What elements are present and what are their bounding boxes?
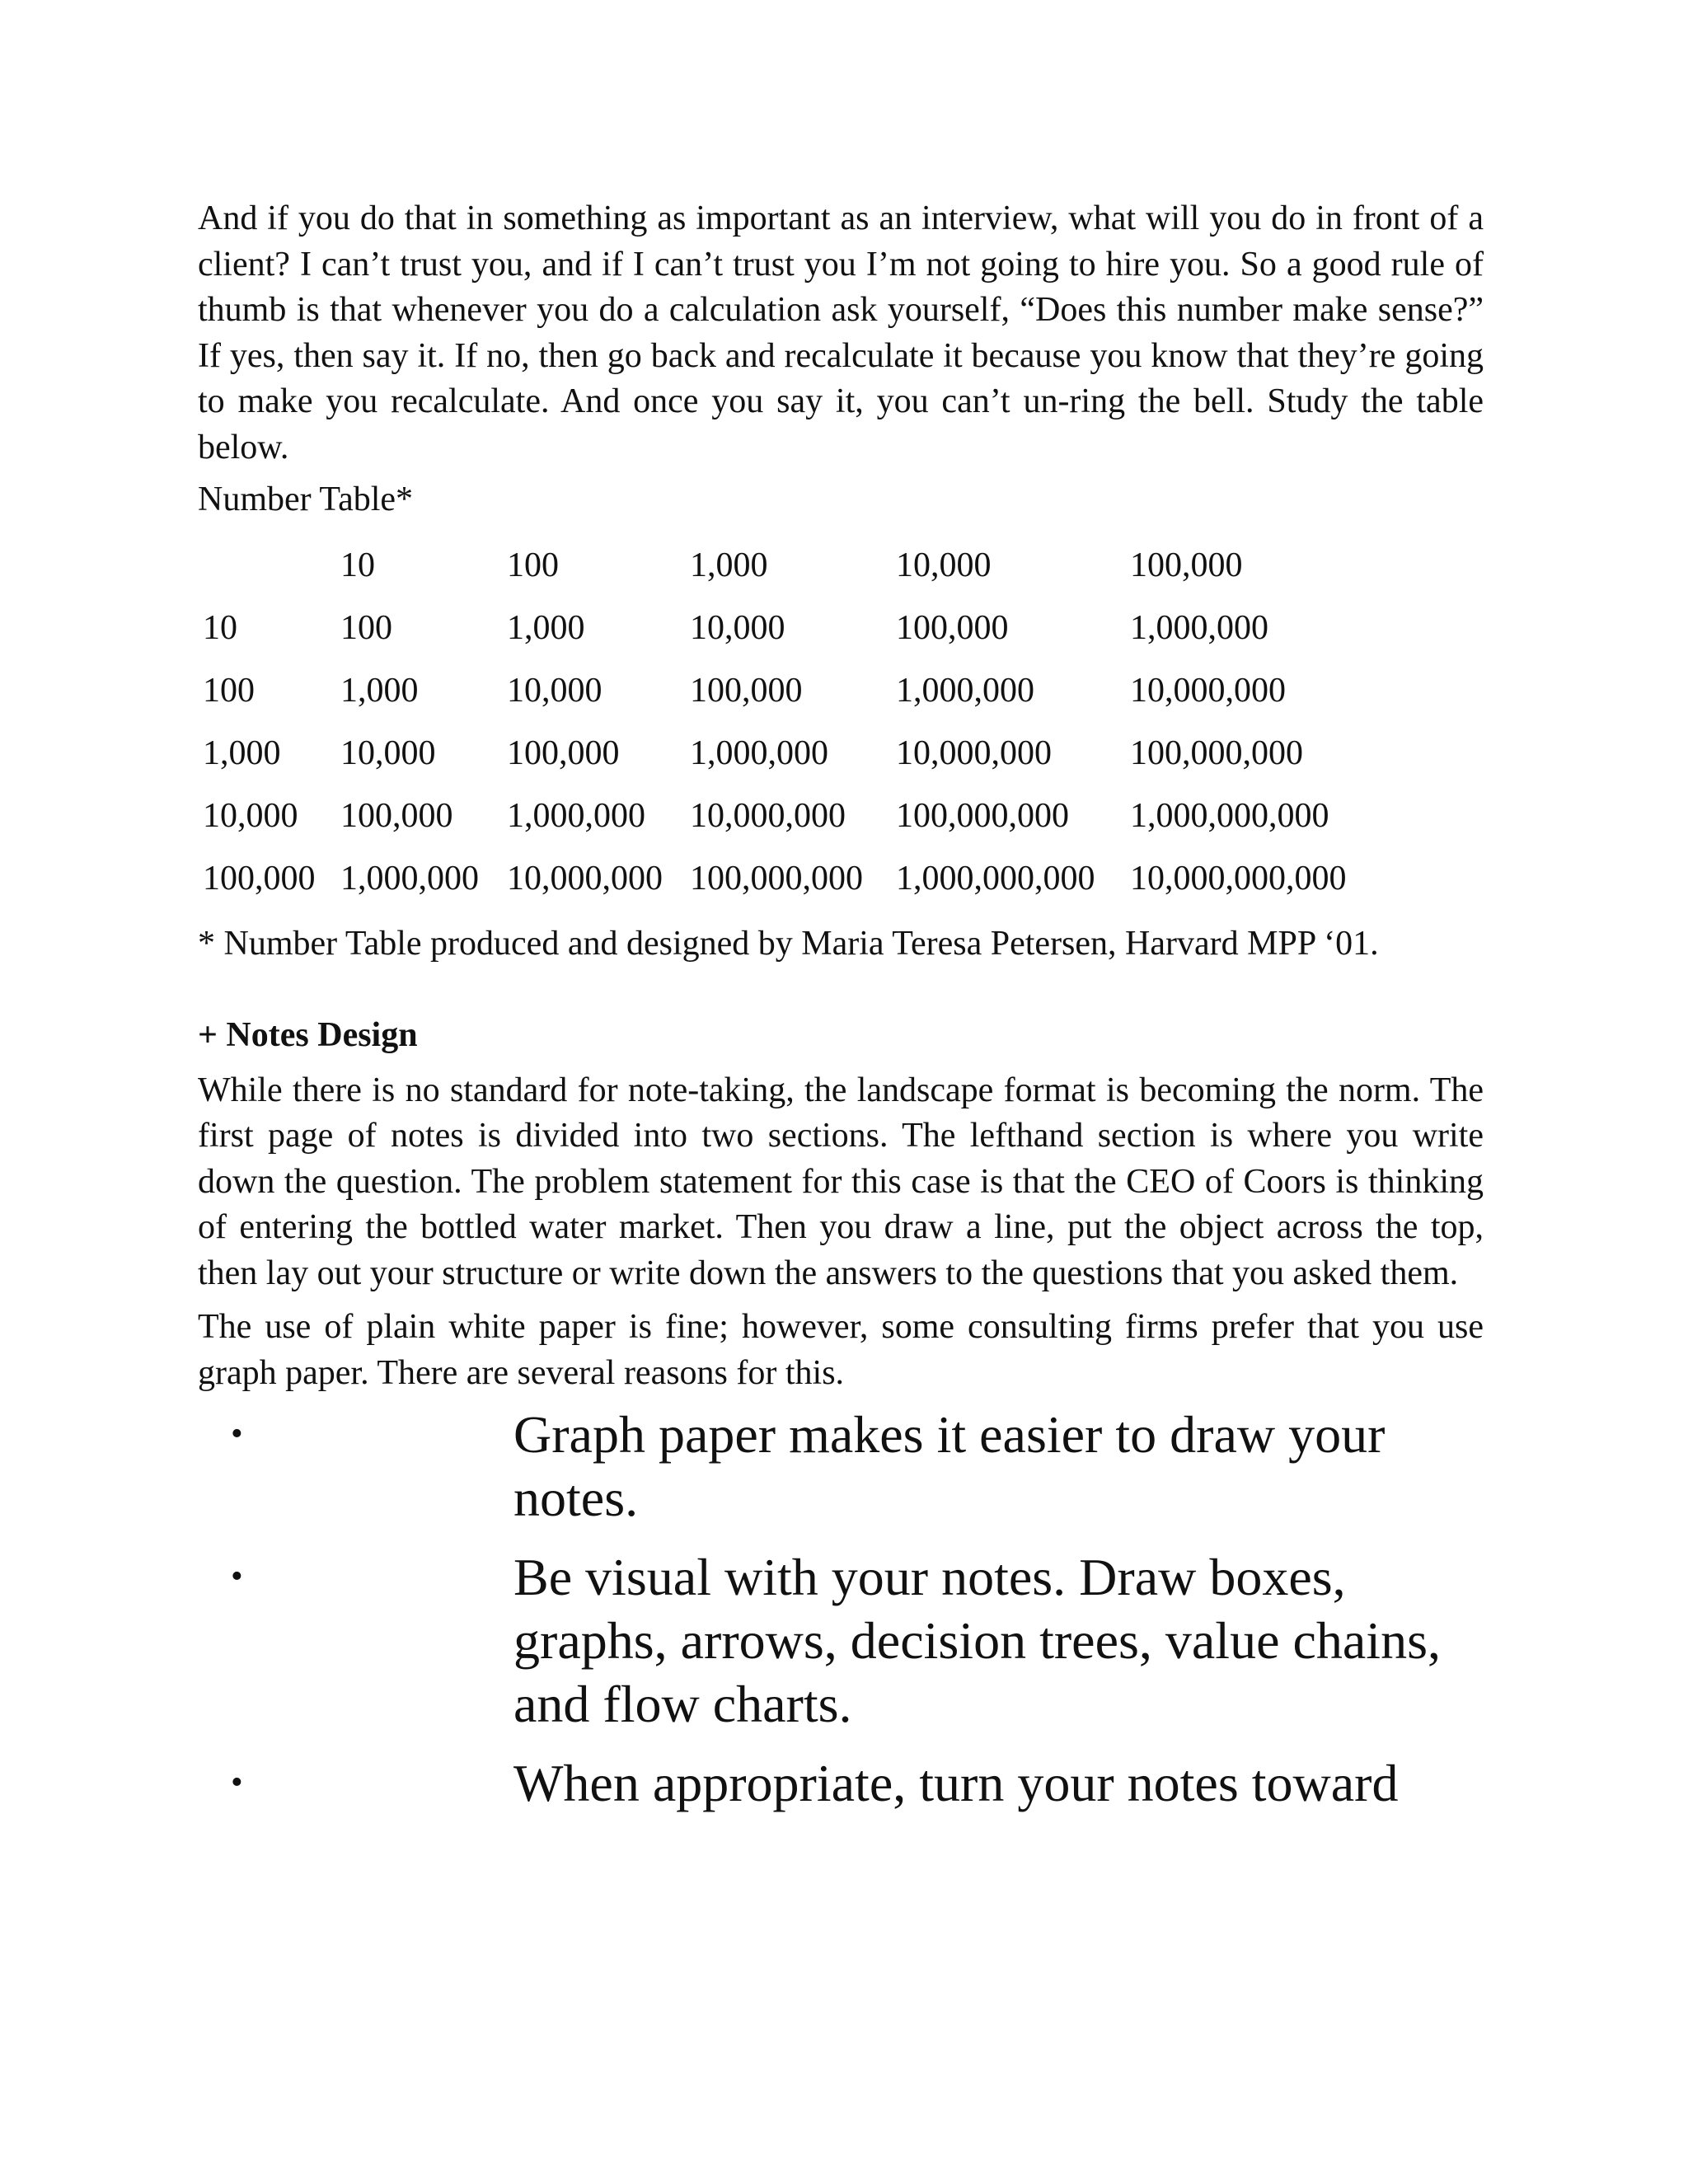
notes-paragraph-1: While there is no standard for note-taking, the landscape format is becoming the norm. The first page of notes is divided into two sections. The lefthand section is where you write down the question. The problem statement for this case is that the CEO of Coors is thinking of entering the bottled water market. Then you draw a line, put the object across the top, then lay out your structure or write down the answers to the questions that you asked them. <box>198 1071 1484 1292</box>
table-cell: 1,000,000,000 <box>1130 797 1329 835</box>
table-cell: 1,000 <box>507 609 585 647</box>
table-cell: 100 <box>507 546 559 584</box>
table-cell: 100,000,000 <box>690 860 863 898</box>
table-cell: 100,000,000 <box>896 797 1069 835</box>
table-cell: 10,000,000,000 <box>1130 860 1347 898</box>
table-cell: 1,000,000 <box>896 672 1034 710</box>
table-cell: 1,000,000 <box>340 860 479 898</box>
table-footnote: * Number Table produced and designed by Maria Teresa Petersen, Harvard MPP ‘01. <box>198 925 1379 963</box>
table-cell: 10,000 <box>507 672 603 710</box>
table-cell: 10,000,000 <box>896 734 1052 772</box>
list-item-text: Be visual with your notes. Draw boxes, graphs, arrows, decision trees, value chains, and flow charts. <box>513 1548 1441 1733</box>
table-cell: 1,000 <box>690 546 768 584</box>
table-cell: 10,000,000 <box>1130 672 1286 710</box>
table-title: Number Table* <box>198 480 414 518</box>
notes-paragraph-2: The use of plain white paper is fine; however, some consulting firms prefer that you use graph paper. There are several reasons for this. <box>198 1308 1484 1392</box>
table-cell: 10,000 <box>340 734 436 772</box>
table-cell: 1,000,000 <box>1130 609 1268 647</box>
table-row <box>198 722 1352 785</box>
table-cell: 100,000 <box>1130 546 1243 584</box>
section-heading: + Notes Design <box>198 1015 418 1054</box>
table-cell: 1,000 <box>203 734 281 772</box>
bullet-icon: • <box>231 1764 243 1802</box>
table-row <box>198 659 1352 722</box>
table-cell: 1,000,000,000 <box>896 860 1095 898</box>
table-cell: 10 <box>203 609 237 647</box>
table-cell: 100,000 <box>507 734 620 772</box>
table-cell: 100,000 <box>203 860 316 898</box>
table-cell: 10,000 <box>896 546 992 584</box>
document-page <box>198 196 1484 1830</box>
table-cell: 100 <box>203 672 255 710</box>
table-cell: 10 <box>340 546 375 584</box>
list-item <box>198 1403 1484 1530</box>
table-cell: 100,000,000 <box>1130 734 1303 772</box>
bullet-icon: • <box>231 1415 243 1453</box>
table-row <box>198 534 1352 597</box>
table-cell <box>198 534 335 597</box>
table-cell: 100 <box>340 609 392 647</box>
list-item-text: When appropriate, turn your notes toward <box>513 1754 1399 1812</box>
list-item <box>198 1751 1484 1815</box>
table-cell: 100,000 <box>896 609 1009 647</box>
table-cell: 1,000 <box>340 672 419 710</box>
list-item-text: Graph paper makes it easier to draw your notes. <box>513 1405 1386 1527</box>
table-cell: 1,000,000 <box>507 797 645 835</box>
table-cell: 1,000,000 <box>690 734 828 772</box>
bullet-icon: • <box>231 1558 243 1596</box>
table-cell: 100,000 <box>340 797 453 835</box>
table-row <box>198 597 1352 659</box>
number-table <box>198 534 1352 910</box>
table-row <box>198 785 1352 847</box>
table-cell: 10,000,000 <box>507 860 663 898</box>
list-item <box>198 1545 1484 1736</box>
table-row <box>198 847 1352 910</box>
table-cell: 10,000 <box>203 797 298 835</box>
bullet-list <box>198 1403 1484 1815</box>
table-cell: 100,000 <box>690 672 803 710</box>
intro-paragraph: And if you do that in something as important as an interview, what will you do in front of a client? I can’t trust you, and if I can’t trust you I’m not going to hire you. So a good rule of thumb is that whenever you do a calculation ask yourself, “Does this number make sense?” If yes, then say it. If no, then go back and recalculate it because you know that they’re going to make you recalculate. And once you say it, you can’t un-ring the bell. Study the table below. <box>198 199 1484 466</box>
table-cell: 10,000 <box>690 609 785 647</box>
table-cell: 10,000,000 <box>690 797 846 835</box>
